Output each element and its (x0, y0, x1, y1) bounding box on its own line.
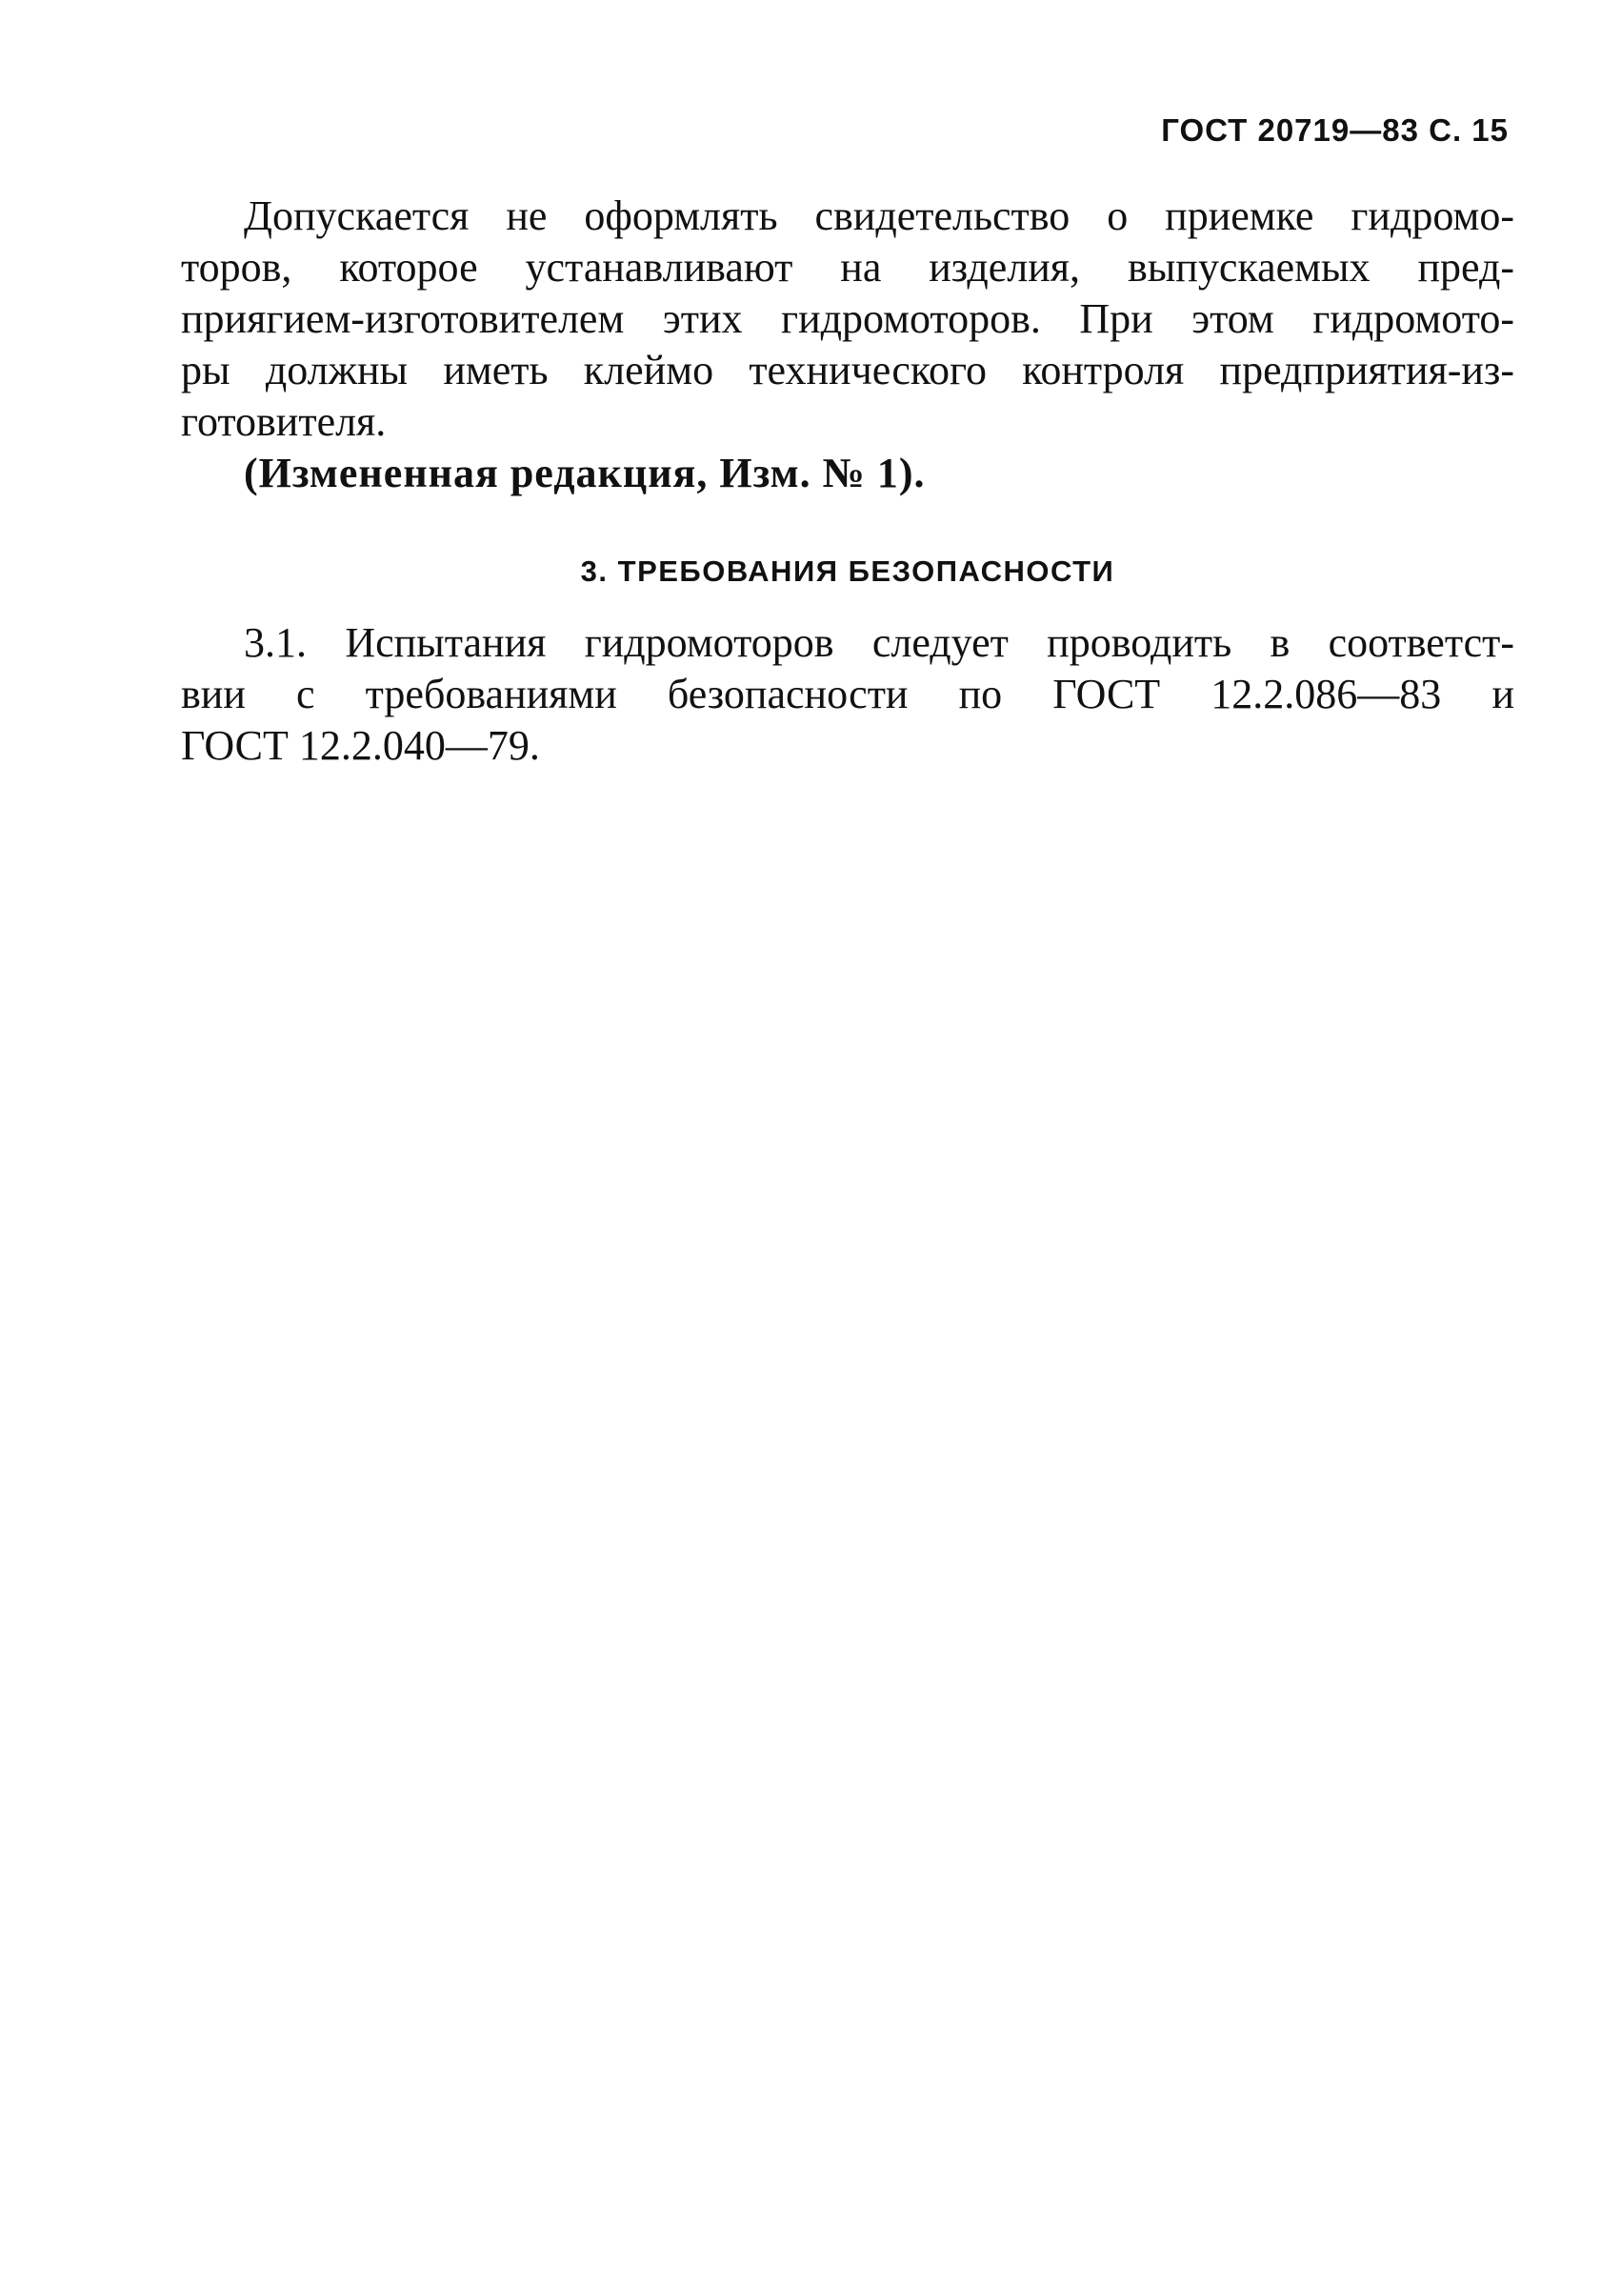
clause-3-1 (181, 617, 1514, 772)
clause-line: вии с требованиями безопасности по ГОСТ 12.2.086—83 и (181, 671, 1514, 717)
page-header-reference: ГОСТ 20719—83 С. 15 (1161, 112, 1509, 148)
paragraph-line: готовителя. (181, 398, 387, 445)
clause-line: ГОСТ 12.2.040—79. (181, 722, 540, 769)
paragraph-acceptance-certificate (181, 191, 1514, 448)
paragraph-line: торов, которое устанавливают на изделия, выпускаемых пред- (181, 244, 1514, 291)
paragraph-line: ры должны иметь клеймо технического контроля предприятия-из- (181, 347, 1514, 393)
section-heading-safety-requirements: 3. ТРЕБОВАНИЯ БЕЗОПАСНОСТИ (580, 554, 1115, 588)
paragraph-line: приягием-изготовителем этих гидромоторов. При этом гидромото- (181, 295, 1514, 342)
clause-line: 3.1. Испытания гидромоторов следует проводить в соответст- (244, 619, 1514, 666)
document-body (181, 191, 1514, 772)
paragraph-line: Допускается не оформлять свидетельство о приемке гидромо- (244, 192, 1514, 239)
amendment-note: (Измененная редакция, Изм. № 1). (244, 450, 926, 496)
